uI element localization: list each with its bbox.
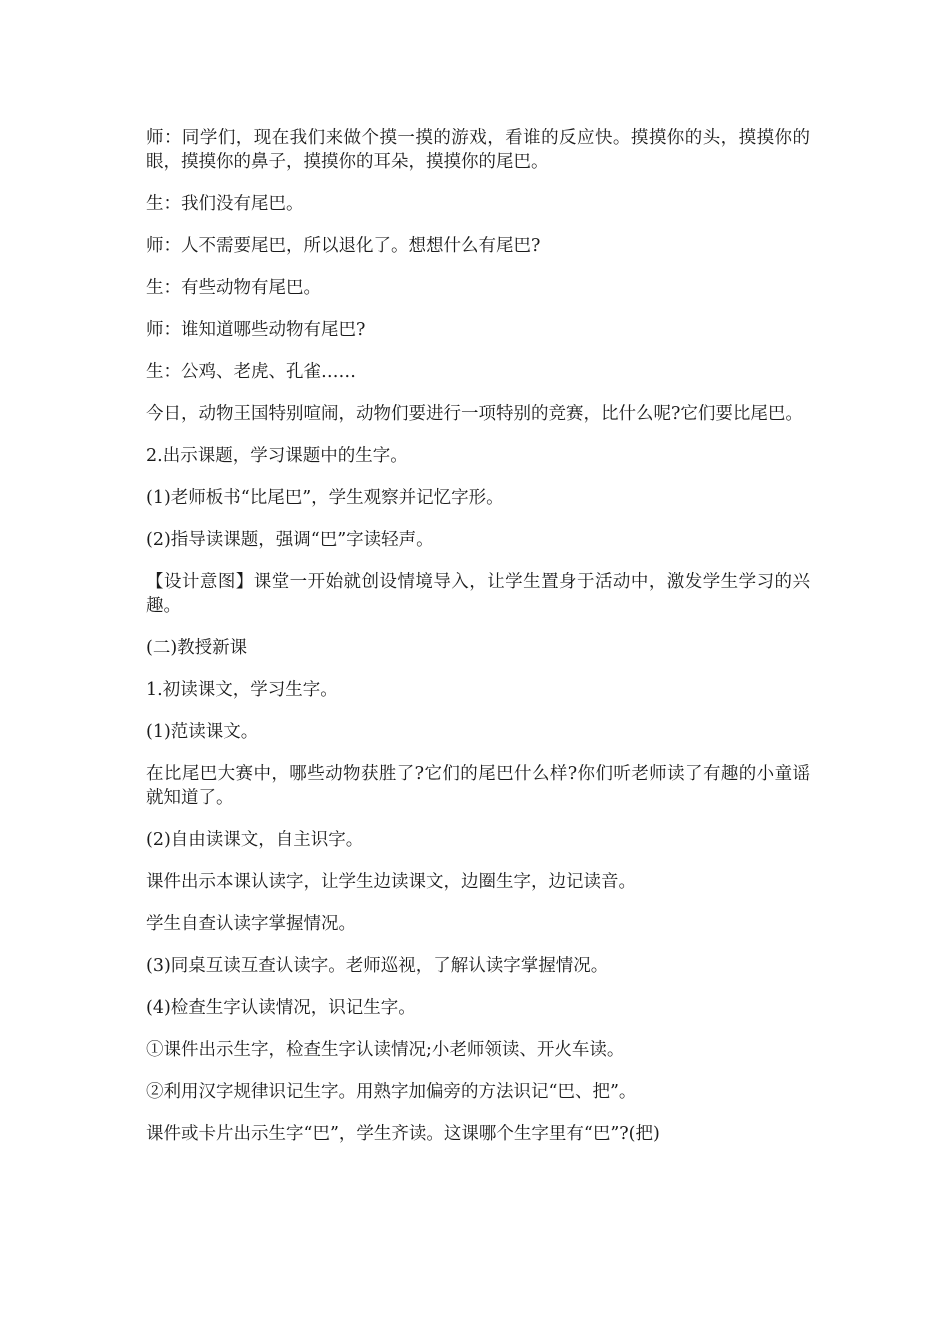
paragraph-22: ②利用汉字规律识记生字。用熟字加偏旁的方法识记“巴、把”。 <box>146 1082 637 1102</box>
paragraph-18: 学生自查认读字掌握情况。 <box>146 914 356 934</box>
paragraph-11: 【设计意图】课堂一开始就创设情境导入，让学生置身于活动中，激发学生学习的兴趣。 <box>146 572 810 616</box>
paragraph-17: 课件出示本课认读字，让学生边读课文，边圈生字，边记读音。 <box>146 872 636 892</box>
paragraph-1: 师：同学们，现在我们来做个摸一摸的游戏，看谁的反应快。摸摸你的头，摸摸你的眼，摸摸你的鼻子，摸摸你的耳朵，摸摸你的尾巴。 <box>146 128 810 172</box>
paragraph-9: (1)老师板书“比尾巴”，学生观察并记忆字形。 <box>146 488 504 508</box>
paragraph-14: (1)范读课文。 <box>146 722 259 742</box>
paragraph-10: (2)指导读课题，强调“巴”字读轻声。 <box>146 530 434 550</box>
paragraph-6: 生：公鸡、老虎、孔雀…… <box>146 362 356 382</box>
paragraph-2: 生：我们没有尾巴。 <box>146 194 304 214</box>
paragraph-16: (2)自由读课文，自主识字。 <box>146 830 364 850</box>
document-body <box>146 126 810 1164</box>
paragraph-15: 在比尾巴大赛中，哪些动物获胜了?它们的尾巴什么样?你们听老师读了有趣的小童谣就知道了。 <box>146 764 810 808</box>
paragraph-20: (4)检查生字认读情况，识记生字。 <box>146 998 416 1018</box>
paragraph-23: 课件或卡片出示生字“巴”，学生齐读。这课哪个生字里有“巴”?(把) <box>146 1124 660 1144</box>
paragraph-5: 师：谁知道哪些动物有尾巴? <box>146 320 366 340</box>
paragraph-8: 2.出示课题，学习课题中的生字。 <box>146 446 408 466</box>
paragraph-21: ①课件出示生字，检查生字认读情况;小老师领读、开火车读。 <box>146 1040 625 1060</box>
paragraph-3: 师：人不需要尾巴，所以退化了。想想什么有尾巴? <box>146 236 541 256</box>
paragraph-7: 今日，动物王国特别喧闹，动物们要进行一项特别的竞赛，比什么呢?它们要比尾巴。 <box>146 404 803 424</box>
paragraph-4: 生：有些动物有尾巴。 <box>146 278 321 298</box>
paragraph-12: (二)教授新课 <box>146 638 248 658</box>
paragraph-19: (3)同桌互读互查认读字。老师巡视，了解认读字掌握情况。 <box>146 956 609 976</box>
paragraph-13: 1.初读课文，学习生字。 <box>146 680 338 700</box>
